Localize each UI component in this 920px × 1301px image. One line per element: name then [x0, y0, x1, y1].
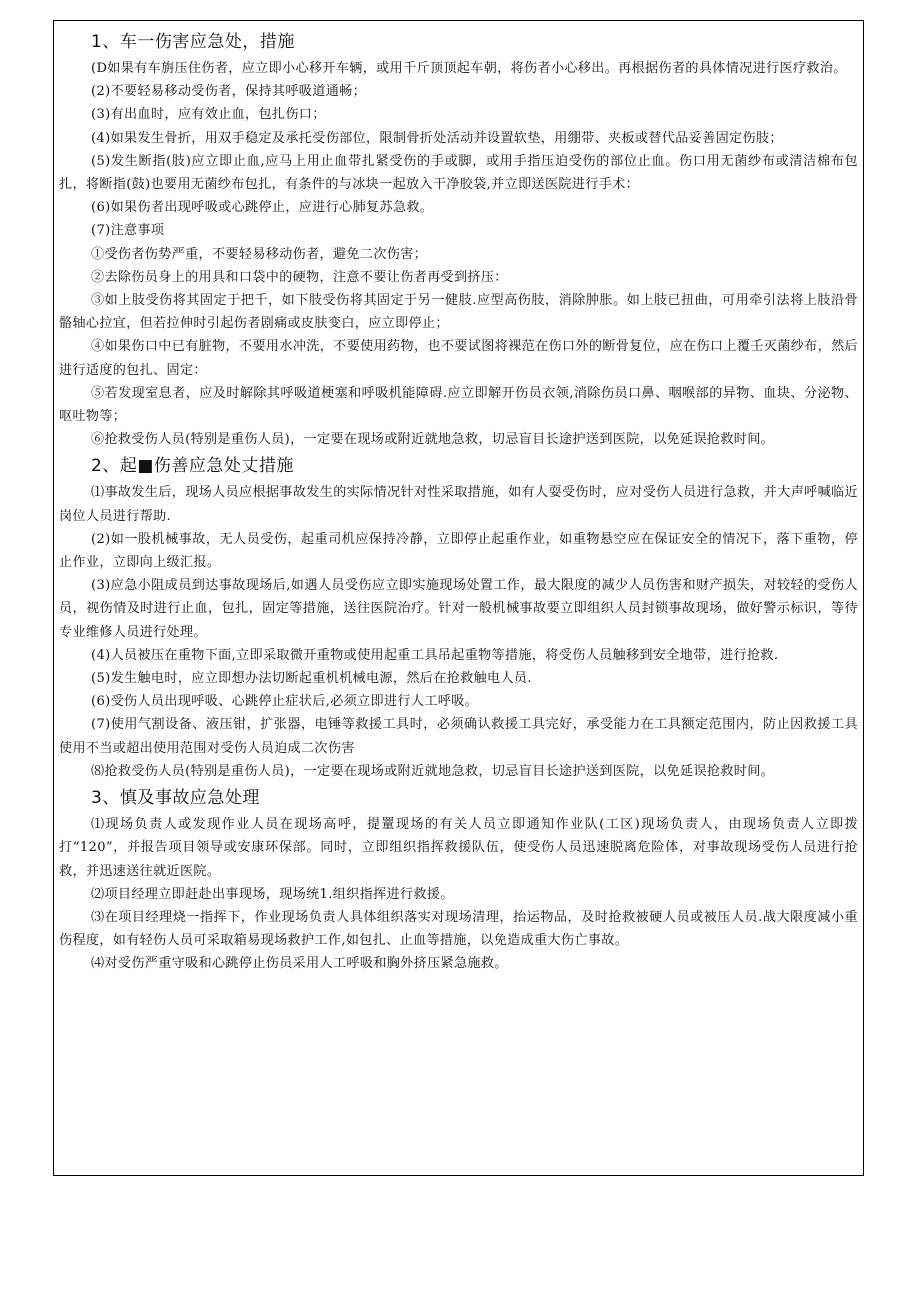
paragraph: ⑷对受伤严重守吸和心跳停止伤员采用人工呼吸和胸外挤压紧急施救。 [91, 956, 508, 972]
paragraph: (6)受伤人员出现呼吸、心跳停止症状后,必须立即进行人工呼吸。 [91, 694, 479, 710]
paragraph: (3)应急小阻成员到达事故现场后,如遇人员受伤应立即实施现场处置工作，最大限度的减少人员伤害和财产损失，对较轻的受伤人员，视伤情及时进行止血，包扎，固定等措施，送往医院治疗。针对一般机械事故要立即组织人员封锁事故现场，做好警示标识，等待专业维修人员进行处理。 [59, 578, 858, 640]
document-content [59, 27, 858, 976]
paragraph: ⑻抢救受伤人员(特别是重伤人员)，一定要在现场或附近就地急救，切忌盲目长途护送到医院，以免延误抢救时间。 [91, 763, 775, 779]
paragraph: (5)发生触电时，应立即想办法切断起重机机械电源，然后在抢救触电人员. [91, 671, 532, 687]
paragraph: (4)如果发生骨折，用双手稳定及承托受伤部位，限制骨折处活动并设置软垫，用绷带、夹板或替代品妥善固定伤肢； [91, 130, 783, 146]
paragraph: ④如果伤口中已有脏物，不要用水冲洗，不要使用药物，也不要试图将裸范在伤口外的断骨复位，应在伤口上覆壬灭菌纱布，然后进行适度的包扎、固定： [59, 339, 858, 378]
document-frame [53, 20, 864, 1176]
paragraph: ③如上肢受伤将其固定于把千，如下肢受伤将其固定于另一健肢.应型高伤肢，消除肿胀。如上肢已扭曲，可用牵引法将上肢沿骨骼轴心拉宜，但若拉伸时引起伤者剧痛或皮肤变白，应立即停止； [59, 293, 858, 332]
paragraph: ②去除伤员身上的用具和口袋中的硬物，注意不要让伤者再受到挤压： [91, 269, 508, 285]
paragraph: ①受伤者伤势严重，不要轻易移动伤者，避免二次伤害； [91, 246, 428, 262]
paragraph: (4)人员被压在重物下面,立即采取微开重物或使用起重工具吊起重物等措施，将受伤人员触移到安全地带，进行抢救. [91, 647, 779, 663]
paragraph: (6)如果伤者出现呼吸或心跳停止，应进行心肺复苏急救。 [91, 200, 434, 216]
section-title: 2、起■伤善应急处丈措施 [91, 456, 294, 477]
paragraph: ⑴事故发生后，现场人员应根据事故发生的实际情况针对性采取措施，如有人耍受伤时，应对受伤人员进行急救，并大声呼喊临近岗位人员进行帮助. [59, 485, 858, 524]
paragraph: (7)使用气割设备、液压钳，扩张器，电锤等救援工具时，必须确认救援工具完好，承受能力在工具额定范围内，防止因救援工具使用不当或超出使用范围对受伤人员迫成二次伤害 [59, 717, 858, 756]
paragraph: ⑵项目经理立即赶赴出事现场，现场统1.组织指挥进行救援。 [91, 886, 454, 902]
paragraph: ⑴现场负责人或发现作业人员在现场高呼，提罿现场的有关人员立即通知作业队(工区)现场负责人，由现场负责人立即拨打“120”，并报告项目领导或安康环保部。同时，立即组织指挥救援队伍，使受伤人员迅速脱离危险体，对事故现场受伤人员进行抢救，并迅速送往就近医院。 [59, 817, 858, 879]
paragraph: ⑤若发现室息者，应及时解除其呼吸道梗塞和呼吸机能障碍.应立即解开伤员衣领,消除伤员口鼻、咽喉部的异物、血块、分泌物、呕吐物等； [59, 385, 858, 425]
paragraph: ⑶在项目经理烧一指挥下，作业现场负责人具体组织落实对现场清理，抬运物品，及时抢救被硬人员或被压人员.战大限度减小重伤程度，如有轻伤人员可采取箱易现场救护工作,如包扎、止血等措施，以免造成重大伤亡事故。 [59, 909, 858, 949]
paragraph: (7)注意事项 [91, 223, 165, 239]
section-title: 3、慎及事故应急处理 [91, 788, 260, 809]
paragraph: (5)发生断指(肢)应立即止血,应马上用止血带扎紧受伤的手或脚，或用手指压迫受伤的部位止血。伤口用无菌纱布或清洁棉布包扎，将断指(鼓)也要用无菌纱布包扎，有条件的与冰块一起放入干净胶袋,并立即送医院进行手术： [59, 153, 858, 193]
paragraph: (2)如一股机械事故，无人员受伤，起重司机应保持冷静，立即停止起重作业，如重物悬空应在保证安全的情况下，落下重物，停止作业，立即向上级汇报。 [59, 531, 858, 571]
paragraph: ⑥抢救受伤人员(特别是重伤人员)，一定要在现场或附近就地急救，切忌盲目长途护送到医院，以免延误抢救时间。 [91, 432, 775, 448]
paragraph: (2)不要轻易移动受伤者，保持其呼吸道通畅； [91, 84, 367, 100]
paragraph: (3)有出血时，应有效止血，包扎伤口； [91, 107, 326, 123]
section-title: 1、车一伤害应急处，措施 [91, 32, 295, 52]
paragraph: (D如果有车旃压住伤者，应立即小心移开车辆，或用千斤顶顶起车朝，将伤者小心移出。再根据伤者的具体情况进行医疗救治。 [91, 61, 847, 76]
